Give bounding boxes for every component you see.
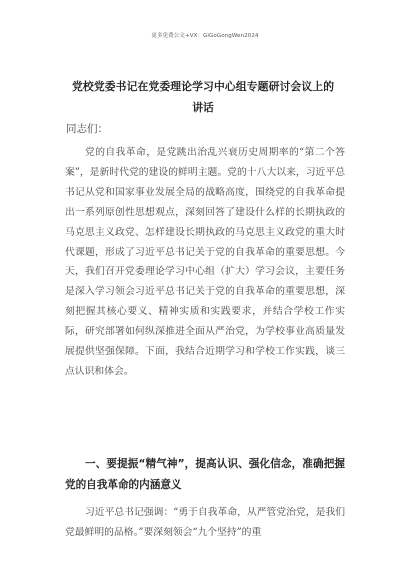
body-paragraph: 党的自我革命，是党跳出治乱兴衰历史周期率的“第二个答案”，是新时代党的建设的鲜明主题。党的十八大以来，习近平总书记从党和国家事业发展全局的战略高度，围绕党的自我革命提出一系列原创性思想观点，深刻回答了建设什么样的长期执政的马克思主义政党、怎样建设长期执政的马克思主义政党的重大时代课题，形成了习近平总书记关于党的自我革命的重要思想。今天，我们召开党委理论学习中心组（扩大）学习会议，主要任务是深入学习领会习近平总书记关于党的自我革命的重要思想，深刻把握其核心要义、精神实质和实践要求，并结合学校工作实际，研究部署如何纵深推进全面从严治党，为学校事业高质量发展提供坚强保障。下面，我结合近期学习和学校工作实践，谈三点认识和体会。 <box>65 147 345 377</box>
section-heading: 一、要提振“精气神”，提高认识、强化信念，准确把握党的自我革命的内涵意义 <box>65 458 345 491</box>
salutation: 同志们： <box>66 123 108 135</box>
document-title: 党校党委书记在党委理论学习中心组专题研讨会议上的讲话 <box>72 80 334 114</box>
section-paragraph: 习近平总书记强调：“勇于自我革命，从严管党治党，是我们党最鲜明的品格。”要深刻领会“九个坚持”的重 <box>65 507 345 538</box>
header-note: 更多免费公文+VX：GiGoGongWen2024 <box>151 33 259 39</box>
